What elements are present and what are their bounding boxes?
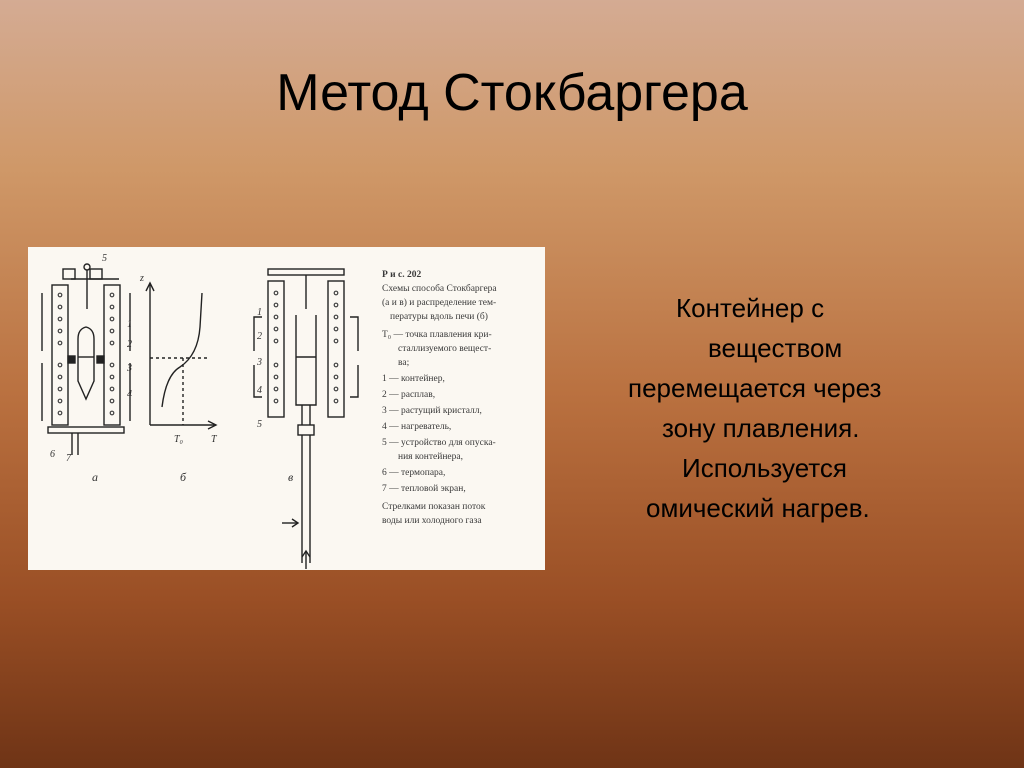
- caption-line: Стрелками показан поток: [382, 502, 486, 512]
- body-line: веществом: [708, 333, 843, 363]
- caption-line: 5 — устройство для опуска-: [382, 438, 496, 448]
- temperature-graph-b: [146, 283, 216, 429]
- label-4-a: 4: [127, 389, 132, 400]
- body-line: зону плавления.: [662, 413, 860, 443]
- caption-v: в: [288, 470, 294, 484]
- label-3-a: 3: [127, 363, 132, 374]
- slide-body-text: [624, 288, 969, 528]
- label-2-a: 2: [127, 339, 132, 350]
- caption-b: б: [180, 470, 187, 484]
- caption-line: (а и в) и распределение тем-: [382, 298, 497, 308]
- label-1-v: 1: [257, 307, 262, 318]
- label-7-a: 7: [66, 453, 71, 464]
- body-line: Используется: [682, 453, 848, 483]
- caption-line: ва;: [398, 358, 410, 368]
- body-line: омический нагрев.: [646, 493, 870, 523]
- caption-line: 7 — тепловой экран,: [382, 484, 466, 494]
- caption-line: 2 — расплав,: [382, 390, 436, 400]
- caption-line: 4 — нагреватель,: [382, 422, 452, 432]
- caption-line: 1 — контейнер,: [382, 374, 445, 384]
- label-1-a: 1: [127, 319, 132, 330]
- caption-line: 6 — термопара,: [382, 468, 446, 478]
- caption-line: ния контейнера,: [398, 452, 463, 462]
- label-2-v: 2: [257, 331, 262, 342]
- axis-t0-label: T₀: [174, 434, 184, 445]
- axis-z-label: z: [140, 273, 144, 284]
- furnace-diagram-v: [254, 269, 358, 569]
- label-4-v: 4: [257, 385, 262, 396]
- furnace-diagram-a: [42, 264, 130, 455]
- caption-line: сталлизуемого вещест-: [398, 344, 492, 354]
- caption-line: воды или холодного газа: [382, 516, 482, 526]
- body-line: Контейнер с: [676, 293, 825, 323]
- label-6-a: 6: [50, 449, 55, 460]
- figure-caption: [382, 270, 497, 526]
- label-5-v: 5: [257, 419, 262, 430]
- caption-line: Т₀ — точка плавления кри-: [382, 330, 492, 340]
- label-5-a: 5: [102, 253, 107, 264]
- slide-title: Метод Стокбаргера: [276, 64, 748, 122]
- caption-line: Схемы способа Стокбаргера: [382, 284, 497, 294]
- caption-line: 3 — растущий кристалл,: [382, 406, 482, 416]
- caption-a: а: [92, 470, 98, 484]
- stockbarger-diagram: [28, 247, 545, 570]
- caption-line: пературы вдоль печи (б): [390, 312, 488, 322]
- axis-t-label: T: [211, 434, 217, 445]
- label-3-v: 3: [257, 357, 262, 368]
- caption-line: Р и с. 202: [382, 270, 422, 280]
- body-line: перемещается через: [628, 373, 882, 403]
